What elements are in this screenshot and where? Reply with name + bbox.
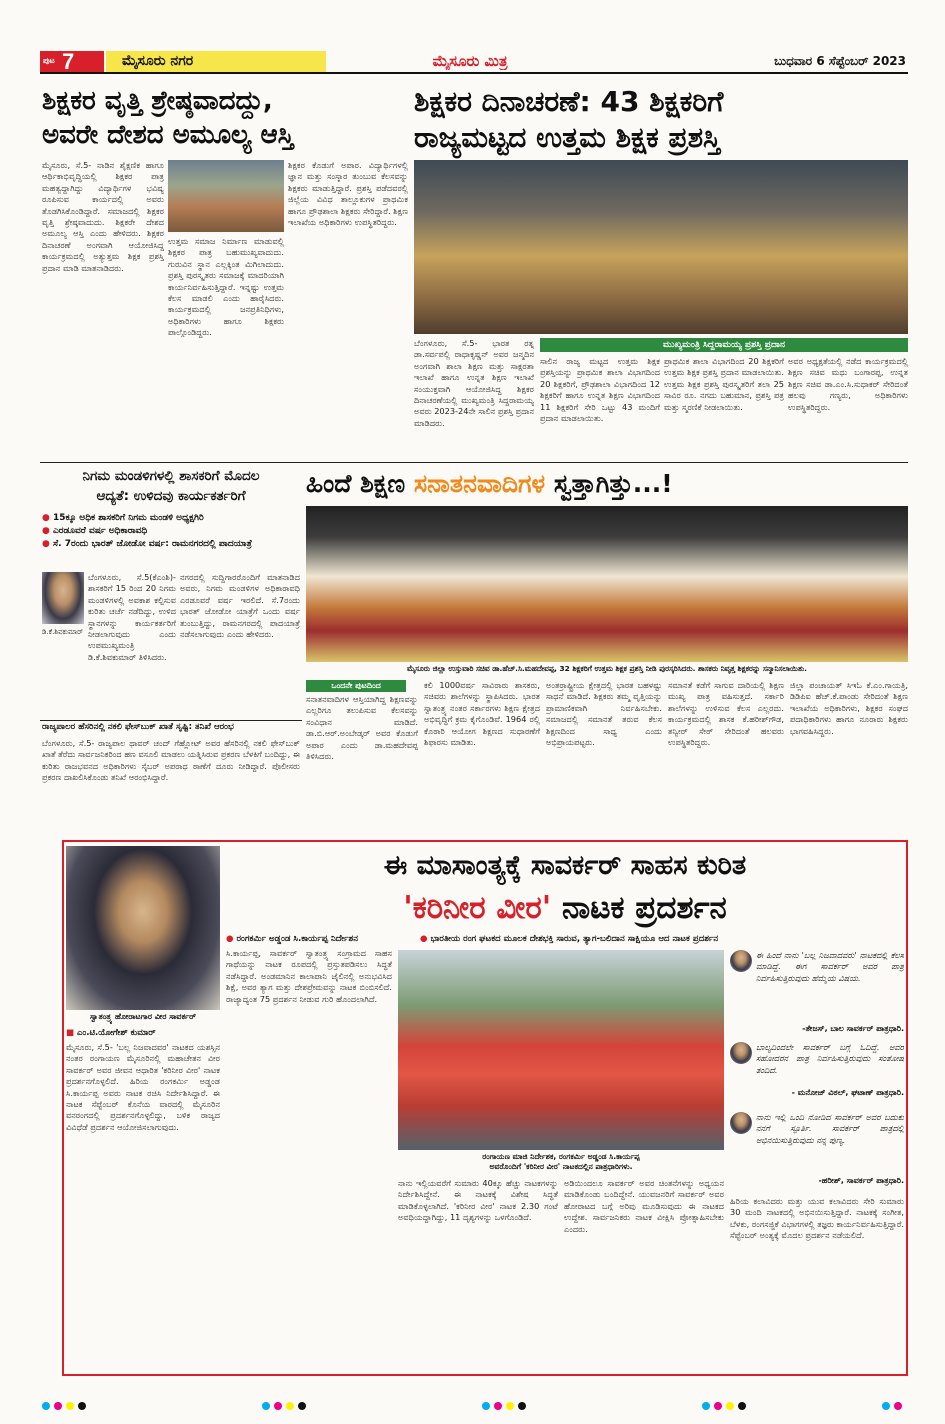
color-bar [40,1399,908,1412]
actor-photo [730,1112,752,1134]
savarkar-col3: ನಾನು ಇಲ್ಲಿಯವರೆಗೆ ಸುಮಾರು 40ಕ್ಕೂ ಹೆಚ್ಚು ನಾಟಕಗಳನ್ನು ನಿರ್ದೇಶಿಸಿದ್ದೇನೆ. ಈ ನಾಟಕಕ್ಕೆ ವಿಶೇಷ ಸಿದ್ಧತೆ ಮಾಡಿಕೊಳ್ಳಲಾಗಿದೆ. 'ಕರಿನೀರ ವೀರ' ನಾಟಕ 2.30 ಗಂಟೆ ಅವಧಿಯದ್ದಾಗಿದ್ದು, 11 ದೃಶ್ಯಗಳನ್ನು ಒಳಗೊಂಡಿದೆ. [398,1178,558,1223]
page-number-box [40,51,104,72]
headline-line-1: ನಿಗಮ ಮಂಡಳಿಗಳಲ್ಲಿ ಶಾಸಕರಿಗೆ ಮೊದಲ [82,468,260,484]
nigama-col1b: ಡಿ.ಕೆ.ಶಿವಕುಮಾರ್ [42,628,84,636]
headline-teachers-profession [42,84,407,156]
cast-photo-caption [398,1152,724,1174]
quote-text: ನಾನು ಇಲ್ಲಿ ಒಂದಿ ನೋಡಿದ ಸಾವರ್ಕರ್ ಅವರ ಬದುಕು ನನಗೆ ಸ್ಫೂರ್ತಿ. ಸಾವರ್ಕರ್ ಪಾತ್ರದಲ್ಲಿ ಅಭಿನಯಿಸುತ್ತಿರುವುದು ನನ್ನ ಪುಣ್ಯ. [756,1112,904,1145]
story-right-col3: ಪ್ರಾಥಮಿಕ ಶಾಲಾ ವಿಭಾಗದಿಂದ 20 ಶಿಕ್ಷಕರಿಗೆ ಉತ್ತಮ ಶಿಕ್ಷಕ ಪ್ರಶಸ್ತಿ ಪ್ರದಾನ ಮಾಡಲಾಯಿತು. ಉತ್ತಮ ಶಿಕ್ಷಕ ಪ್ರಶಸ್ತಿ ಪುರಸ್ಕೃತರಿಗೆ ತಲಾ 25 ಸಾವಿರ ರೂ. ನಗದು ಬಹುಮಾನ, ಪ್ರಶಸ್ತಿ ಪತ್ರ ಮತ್ತು ಸ್ಮರಣಿಕೆ ನೀಡಲಾಯಿತು. [664,356,784,412]
savarkar-bullet-1: ● ರಂಗಕರ್ಮಿ ಅಡ್ಡಂಡ ಸಿ.ಕಾರ್ಯಪ್ಪ ನಿರ್ದೇಶನ [226,934,359,944]
quote-box-2 [730,1042,904,1110]
actor-photo [730,950,752,972]
continued-tag [306,680,406,692]
sanatana-col3: ಅಂತರ್ರಾಷ್ಟ್ರೀಯ ಕ್ಷೇತ್ರದಲ್ಲಿ ಭಾರತ ಬಹಳಷ್ಟು ಸಾಧನೆ ಮಾಡಿದೆ. ಶಿಕ್ಷಕರು ತಮ್ಮ ವೃತ್ತಿಯನ್ನು ಪ್ರಾಮಾಣಿಕವಾಗಿ ನಿರ್ವಹಿಸಬೇಕು. ಸಮಾಜದಲ್ಲಿ ಸಮಾನತೆ ತರುವ ಕೆಲಸ ಶಿಕ್ಷಣದಿಂದ ಸಾಧ್ಯ ಎಂದು ಅಭಿಪ್ರಾಯಪಟ್ಟರು. [546,680,662,748]
caption-line-1: ರಂಗಾಯಣ ಮಾಜಿ ನಿರ್ದೇಶಕ, ರಂಗಕರ್ಮಿ ಅಡ್ಡಂಡ ಸಿ.ಕಾರ್ಯಪ್ಪ [482,1152,640,1161]
bullet-item: ● ಎರಡೂವರೆ ವರ್ಷ ಅಧಿಕಾರಾವಧಿ [42,526,148,536]
headline-nigama-mandali [42,466,300,510]
headline-43-teachers [414,84,908,160]
award-ceremony-photo-mysuru [168,160,284,232]
quote-text: ಈ ಹಿಂದೆ ನಾನು 'ಬಲ್ಲ ನಿಜವಾದವರು' ನಾಟಕದಲ್ಲಿ ಕೆಲಸ ಮಾಡಿದ್ದೆ. ಈಗ ಸಾವರ್ಕರ್ ಅವರ ಪಾತ್ರ ನಿರ್ವಹಿಸುತ್ತಿರುವುದು ಹೆಮ್ಮೆಯ ವಿಷಯ. [756,950,904,983]
section-title: ಮೈಸೂರು ನಗರ [122,53,194,69]
sanatana-award-photo [306,506,908,662]
quote-box-3 [730,1112,904,1192]
quote-attribution: - ಮನೋಜ್ ವಿಠಲ್, ಘಟಾಣ್ ಪಾತ್ರಧಾರಿ. [791,1088,904,1097]
savarkar-portrait [66,846,220,1010]
story-right-col1: ಬೆಂಗಳೂರು, ಸೆ.5- ಭಾರತ ರತ್ನ ಡಾ.ಸರ್ವಪಲ್ಲಿ ರಾಧಾಕೃಷ್ಣನ್ ಅವರ ಜನ್ಮದಿನ ಅಂಗವಾಗಿ ಶಾಲಾ ಶಿಕ್ಷಣ ಮತ್ತು ಸಾಕ್ಷರತಾ ಇಲಾಖೆ ಹಾಗೂ ಉನ್ನತ ಶಿಕ್ಷಣ ಇಲಾಖೆ ಸಂಯುಕ್ತವಾಗಿ ಆಯೋಜಿಸಿದ್ದ ಶಿಕ್ಷಕರ ದಿನಾಚರಣೆಯಲ್ಲಿ ಮುಖ್ಯಮಂತ್ರಿ ಸಿದ್ದರಾಮಯ್ಯ ಅವರು 2023-24ನೇ ಸಾಲಿನ ಪ್ರಶಸ್ತಿ ಪ್ರದಾನ ಮಾಡಿದರು. [414,338,534,428]
byline-text: ಎಂ.ಟಿ.ಯೋಗೇಶ್ ಕುಮಾರ್ [77,1028,156,1038]
headline-sanatana [306,466,908,502]
savarkar-portrait-caption: ಸ್ವಾತಂತ್ರ್ಯ ಹೋರಾಟಗಾರ ವೀರ ಸಾವರ್ಕರ್ [89,1012,197,1021]
headline-line-2: ರಾಜ್ಯಮಟ್ಟದ ಉತ್ತಮ ಶಿಕ್ಷಕ ಪ್ರಶಸ್ತಿ [414,121,721,154]
story-right-col4: ಅವರ ಅಧ್ಯಕ್ಷತೆಯಲ್ಲಿ ನಡೆದ ಕಾರ್ಯಕ್ರಮದಲ್ಲಿ ಶಿಕ್ಷಣ ಸಚಿವ ಮಧು ಬಂಗಾರಪ್ಪ, ಉನ್ನತ ಶಿಕ್ಷಣ ಸಚಿವ ಡಾ.ಎಂ.ಸಿ.ಸುಧಾಕರ್ ಸೇರಿದಂತೆ ಹಲವು ಗಣ್ಯರು, ಅಧಿಕಾರಿಗಳು ಉಪಸ್ಥಿತರಿದ್ದರು. [788,356,908,412]
actor-photo [730,1042,752,1064]
headline-part-1: ಹಿಂದೆ ಶಿಕ್ಷಣ [306,469,406,498]
registration-dots [40,1398,908,1412]
continued-tag-text: ಒಂದನೇ ಪುಟದಿಂದ [331,681,381,690]
headline-line-1: ಈ ಮಾಸಾಂತ್ಯಕ್ಕೆ ಸಾವರ್ಕರ್ ಸಾಹಸ ಕುರಿತ [383,850,747,881]
headline-line-2 [226,886,904,930]
savarkar-bullet-2: ● ಭಾರತೀಯ ರಂಗ ಘಟಕದ ಮೂಲಕ ದೇಶಭಕ್ತಿ ಸಾರುವ, ತ್ಯಾಗ-ಬಲಿದಾನ ಸಾಕ್ಷಿಯೂ ಆದ ನಾಟಕ ಪ್ರದರ್ಶನ [420,934,719,944]
subhead-cm-award [540,338,908,352]
dk-shivakumar-photo [42,572,84,624]
paper-name: ಮೈಸೂರು ಮಿತ್ರ [432,52,508,70]
sanatana-photo-caption: ಮೈಸೂರು ಜಿಲ್ಲಾ ಉಸ್ತುವಾರಿ ಸಚಿವ ಡಾ.ಹೆಚ್.ಸಿ.ಮಹದೇವಪ್ಪ, 32 ಶಿಕ್ಷಕರಿಗೆ ಉತ್ತಮ ಶಿಕ್ಷಕ ಪ್ರಶಸ್ತಿ ನೀಡಿ ಪುರಸ್ಕರಿಸಿದರು. ಶಾಸಕರು ನಿವೃತ್ತ ಶಿಕ್ಷಕರನ್ನು ಸನ್ಮಾನಿಸಲಾಯಿತು. [407,664,807,673]
play-title: 'ಕರಿನೀರ ವೀರ' [403,890,552,926]
quote-attribution: -ಹರೀಶ್, ಸಾವರ್ಕರ್ ಪಾತ್ರಧಾರಿ. [818,1176,904,1185]
sanatana-col2: ಕಲಿ 1000ವರ್ಷ ಸಾವಿರಾರು ಶಾಸಕರು, ಸಚಿವರು ಶಾಲೆಗಳನ್ನು ಸ್ಥಾಪಿಸಿದರು. ಭಾರತ ಸ್ವಾತಂತ್ರ್ಯ ನಂತರ ಸರ್ಕಾರಗಳು ಶಿಕ್ಷಣ ಕ್ಷೇತ್ರದ ಅಭಿವೃದ್ಧಿಗೆ ಕ್ರಮ ಕೈಗೊಂಡಿವೆ. 1964 ರಲ್ಲಿ ಕೊಠಾರಿ ಆಯೋಗ ಶಿಕ್ಷಣದ ಸುಧಾರಣೆಗೆ ಶಿಫಾರಸು ಮಾಡಿತು. [424,680,540,748]
headline-line-2: ಆದ್ಯತೆ: ಉಳಿದವು ಕಾರ್ಯಕರ್ತರಿಗೆ [96,488,246,504]
cm-award-photo [414,160,908,334]
divider [40,462,908,463]
headline-rest: ನಾಟಕ ಪ್ರದರ್ಶನ [562,890,727,926]
savarkar-col5: ಹಿರಿಯ ಕಲಾವಿದರು ಮತ್ತು ಯುವ ಕಲಾವಿದರು ಸೇರಿ ಸುಮಾರು 30 ಮಂದಿ ನಾಟಕದಲ್ಲಿ ಅಭಿನಯಿಸುತ್ತಿದ್ದಾರೆ. ನಾಟಕಕ್ಕೆ ಸಂಗೀತ, ಬೆಳಕು, ರಂಗಸಜ್ಜಿಕೆ ವಿಭಾಗಗಳಲ್ಲಿ ತಜ್ಞರು ಕಾರ್ಯನಿರ್ವಹಿಸುತ್ತಿದ್ದಾರೆ. ಸೆಪ್ಟೆಂಬರ್ ಅಂತ್ಯಕ್ಕೆ ಮೊದಲ ಪ್ರದರ್ಶನ ನಡೆಯಲಿದೆ. [730,1196,904,1241]
page-label: ಪುಟ [43,56,55,65]
issue-date: ಬುಧವಾರ 6 ಸೆಪ್ಟೆಂಬರ್ 2023 [774,54,906,68]
divider [40,720,302,721]
story-left-col3: ಶಿಕ್ಷಕರ ಕೊಡುಗೆ ಅಪಾರ. ವಿದ್ಯಾರ್ಥಿಗಳಲ್ಲಿ ಜ್ಞಾನ ಮತ್ತು ಸಂಸ್ಕಾರ ತುಂಬುವ ಕೆಲಸವನ್ನು ಶಿಕ್ಷಕರು ಮಾಡುತ್ತಿದ್ದಾರೆ. ಪ್ರಶಸ್ತಿ ಪಡೆದವರಲ್ಲಿ ಜಿಲ್ಲೆಯ ವಿವಿಧ ತಾಲ್ಲೂಕುಗಳ ಪ್ರಾಥಮಿಕ ಹಾಗೂ ಪ್ರೌಢಶಾಲಾ ಶಿಕ್ಷಕರು ಸೇರಿದ್ದಾರೆ. ಶಿಕ್ಷಣ ಇಲಾಖೆಯ ಅಧಿಕಾರಿಗಳು ಉಪಸ್ಥಿತರಿದ್ದರು. [288,160,408,228]
masthead [40,50,908,74]
rajyapala-body: ಬೆಂಗಳೂರು, ಸೆ.5- ರಾಜ್ಯಪಾಲ ಥಾವರ್ ಚಂದ್ ಗೆಹ್ಲೋಟ್ ಅವರ ಹೆಸರಿನಲ್ಲಿ ನಕಲಿ ಫೇಸ್‌ಬುಕ್ ಖಾತೆ ತೆರೆದು ಸಾರ್ವಜನಿಕರಿಂದ ಹಣ ವಸೂಲಿ ಮಾಡಲು ಯತ್ನಿಸಿರುವ ಪ್ರಕರಣ ಬೆಳಕಿಗೆ ಬಂದಿದ್ದು, ಈ ಕುರಿತು ರಾಜಭವನದ ಅಧಿಕಾರಿಗಳು ಸೈಬರ್ ಅಪರಾಧ ಠಾಣೆಗೆ ದೂರು ನೀಡಿದ್ದಾರೆ. ಪೊಲೀಸರು ಪ್ರಕರಣ ದಾಖಲಿಸಿಕೊಂಡು ತನಿಖೆ ಆರಂಭಿಸಿದ್ದಾರೆ. [42,738,300,783]
story-left-col1: ಮೈಸೂರು, ಸೆ.5- ನಾಡಿನ ಶೈಕ್ಷಣಿಕ ಹಾಗೂ ಆರ್ಥಿಕಾಭಿವೃದ್ಧಿಯಲ್ಲಿ ಶಿಕ್ಷಕರ ಪಾತ್ರ ಮಹತ್ವದ್ದಾಗಿದ್ದು ವಿದ್ಯಾರ್ಥಿಗಳ ಭವಿಷ್ಯ ರೂಪಿಸುವ ಕಾರ್ಯದಲ್ಲಿ ಅವರು ತೊಡಗಿಸಿಕೊಂಡಿದ್ದಾರೆ. ಸಮಾಜದಲ್ಲಿ ಶಿಕ್ಷಕರ ವೃತ್ತಿ ಶ್ರೇಷ್ಠವಾದುದು. ಶಿಕ್ಷಕರೇ ದೇಶದ ಅಮೂಲ್ಯ ಆಸ್ತಿ ಎಂದು ಹೇಳಿದರು. ಶಿಕ್ಷಕರ ದಿನಾಚರಣೆ ಅಂಗವಾಗಿ ಆಯೋಜಿಸಿದ್ದ ಕಾರ್ಯಕ್ರಮದಲ್ಲಿ ಅತ್ಯುತ್ತಮ ಶಿಕ್ಷಕ ಪ್ರಶಸ್ತಿ ಪ್ರದಾನ ಮಾಡಿ ಮಾತನಾಡಿದರು. [42,160,164,273]
savarkar-col1: ಮೈಸೂರು, ಸೆ.5- 'ಬಲ್ಲ ನಿಜವಾದವರ' ನಾಟಕದ ಯಶಸ್ಸಿನ ನಂತರ ರಂಗಾಯಣ ಮೈಸೂರಿನಲ್ಲಿ ಮಹಾಚೇತನ ವೀರ ಸಾವರ್ಕರ್ ಅವರ ಜೀವನ ಆಧಾರಿತ 'ಕರಿನೀರ ವೀರ' ನಾಟಕ ಪ್ರದರ್ಶನಗೊಳ್ಳಲಿದೆ. ಹಿರಿಯ ರಂಗಕರ್ಮಿ ಅಡ್ಡಂಡ ಸಿ.ಕಾರ್ಯಪ್ಪ ಅವರು ನಾಟಕ ರಚಿಸಿ ನಿರ್ದೇಶಿಸಿದ್ದಾರೆ. ಈ ನಾಟಕ ಸೆಪ್ಟೆಂಬರ್ ಕೊನೆಯ ವಾರದಲ್ಲಿ ಮೈಸೂರಿನ ವನರಂಗದಲ್ಲಿ ಪ್ರದರ್ಶನಗೊಳ್ಳಲಿದ್ದು, ಬಳಿಕ ರಾಜ್ಯದ ವಿವಿಧೆಡೆ ಪ್ರದರ್ಶನ ಆಯೋಜಿಸಲಾಗುವುದು. [66,1042,220,1132]
nigama-col1: ಬೆಂಗಳೂರು, ಸೆ.5(ಕೆಎಂಶಿ)- ಶಾಸಕರಿಗೆ 15 ರಿಂದ 20 ನಿಗಮ ಮಂಡಳಿಗಳಲ್ಲಿ ಅವಕಾಶ ಕಲ್ಪಿಸುವ ಕುರಿತು ಚರ್ಚೆ ನಡೆದಿದ್ದು, ಉಳಿದ ಸ್ಥಾನಗಳನ್ನು ಕಾರ್ಯಕರ್ತರಿಗೆ ನೀಡಲಾಗುವುದು ಎಂದು ಉಪಮುಖ್ಯಮಂತ್ರಿ ಡಿ.ಕೆ.ಶಿವಕುಮಾರ್ ತಿಳಿಸಿದರು. [88,572,176,662]
headline-fake-facebook: ರಾಜ್ಯಪಾಲರ ಹೆಸರಿನಲ್ಲಿ ನಕಲಿ ಫೇಸ್‌ಬುಕ್ ಖಾತೆ ಸೃಷ್ಟಿ: ತನಿಖೆ ಆರಂಭ [42,722,234,732]
story-right-col2: ಸಾಲಿನ ರಾಜ್ಯ ಮಟ್ಟದ ಉತ್ತಮ ಶಿಕ್ಷಕ ಪ್ರಶಸ್ತಿಯನ್ನು ಪ್ರಾಥಮಿಕ ಶಾಲಾ ವಿಭಾಗದಿಂದ 20 ಶಿಕ್ಷಕರಿಗೆ, ಪ್ರೌಢಶಾಲಾ ವಿಭಾಗದಿಂದ 12 ಶಿಕ್ಷಕರಿಗೆ ಹಾಗೂ ಉನ್ನತ ಶಿಕ್ಷಣ ವಿಭಾಗದಿಂದ 11 ಶಿಕ್ಷಕರಿಗೆ ಸೇರಿ ಒಟ್ಟು 43 ಮಂದಿಗೆ ಪ್ರದಾನ ಮಾಡಲಾಯಿತು. [540,356,660,424]
byline: ■ ಎಂ.ಟಿ.ಯೋಗೇಶ್ ಕುಮಾರ್ [66,1028,156,1038]
quote-box-1 [730,950,904,1038]
headline-line-2: ಅವರೇ ದೇಶದ ಅಮೂಲ್ಯ ಆಸ್ತಿ [42,120,294,150]
savarkar-col2: ಸಿ.ಕಾರ್ಯಪ್ಪ, ಸಾವರ್ಕರ್ ಸ್ವಾತಂತ್ರ್ಯ ಸಂಗ್ರಾಮದ ಸಾಹಸ ಗಾಥೆಯನ್ನು ನಾಟಕ ರೂಪದಲ್ಲಿ ಪ್ರಸ್ತುತಪಡಿಸಲು ಸಿದ್ಧತೆ ನಡೆಸಿದ್ದಾರೆ. ಅಂಡಮಾನಿನ ಕಾಲಾಪಾನಿ ಜೈಲಿನಲ್ಲಿ ಅನುಭವಿಸಿದ ಶಿಕ್ಷೆ, ಅವರ ತ್ಯಾಗ ಮತ್ತು ದೇಶಪ್ರೇಮವನ್ನು ನಾಟಕ ಬಿಂಬಿಸಲಿದೆ. ರಾಜ್ಯಾದ್ಯಂತ 75 ಪ್ರದರ್ಶನ ನೀಡುವ ಗುರಿ ಹೊಂದಲಾಗಿದೆ. [226,948,392,1004]
savarkar-col4: ಅಡಿಯಿಂದಲೂ ಸಾವರ್ಕರ್ ಅವರ ಚಿಂತನೆಗಳನ್ನು ಅಧ್ಯಯನ ಮಾಡಿಕೊಂಡು ಬಂದಿದ್ದೇನೆ. ಯುವಜನರಿಗೆ ಸಾವರ್ಕರ್ ಅವರ ಹೋರಾಟದ ಬಗ್ಗೆ ಅರಿವು ಮೂಡಿಸುವುದು ಈ ನಾಟಕದ ಉದ್ದೇಶ. ಸಾರ್ವಜನಿಕರು ನಾಟಕ ವೀಕ್ಷಿಸಿ ಪ್ರೋತ್ಸಾಹಿಸಬೇಕು ಎಂದರು. [564,1178,724,1234]
bullet-item: ● ಸೆ. 7ರಂದು ಭಾರತ್ ಜೋಡೋ ವರ್ಷ: ರಾಮನಗರದಲ್ಲಿ ಪಾದಯಾತ್ರೆ [42,539,252,549]
sanatana-col5: ಜಿಲ್ಲಾ ಪಂಚಾಯತ್ ಸಿಇಓ ಕೆ.ಎಂ.ಗಾಯತ್ರಿ, ಡಿಡಿಪಿಐ ಹೆಚ್.ಕೆ.ಪಾಂಡು ಸೇರಿದಂತೆ ಶಿಕ್ಷಣ ಇಲಾಖೆಯ ಅಧಿಕಾರಿಗಳು, ಶಿಕ್ಷಕರ ಸಂಘದ ಪದಾಧಿಕಾರಿಗಳು ಹಾಗೂ ನೂರಾರು ಶಿಕ್ಷಕರು ಭಾಗವಹಿಸಿದ್ದರು. [790,680,908,736]
headline-line-1: ಶಿಕ್ಷಕರ ದಿನಾಚರಣೆ: 43 ಶಿಕ್ಷಕರಿಗೆ [414,85,724,118]
nigama-bullets [42,512,300,568]
page-number: 7 [62,51,75,72]
headline-part-2: ಸನಾತನವಾದಿಗಳ [413,469,546,498]
headline-savarkar [226,846,904,930]
headline-part-3: ಸ್ವತ್ತಾಗಿತ್ತು...! [553,469,673,498]
story-left-col2: ಉತ್ತಮ ಸಮಾಜ ನಿರ್ಮಾಣ ಮಾಡುವಲ್ಲಿ ಶಿಕ್ಷಕರ ಪಾತ್ರ ಬಹುಮುಖ್ಯವಾದುದು. ಗುರುವಿನ ಸ್ಥಾನ ಎಲ್ಲಕ್ಕಿಂತ ಮಿಗಿಲಾದುದು. ಪ್ರಶಸ್ತಿ ಪುರಸ್ಕೃತರು ಸಮಾಜಕ್ಕೆ ಮಾದರಿಯಾಗಿ ಕಾರ್ಯನಿರ್ವಹಿಸುತ್ತಿದ್ದಾರೆ. ಇನ್ನಷ್ಟು ಉತ್ತಮ ಕೆಲಸ ಮಾಡಲಿ ಎಂದು ಹಾರೈಸಿದರು. ಕಾರ್ಯಕ್ರಮದಲ್ಲಿ ಜನಪ್ರತಿನಿಧಿಗಳು, ಅಧಿಕಾರಿಗಳು ಹಾಗೂ ಶಿಕ್ಷಕರು ಪಾಲ್ಗೊಂಡಿದ್ದರು. [168,236,284,338]
headline-line-1: ಶಿಕ್ಷಕರ ವೃತ್ತಿ ಶ್ರೇಷ್ಠವಾದದ್ದು, [42,86,273,116]
caption-line-2: ಅವರೊಂದಿಗೆ 'ಕರಿನೀರ ವೀರ' ನಾಟಕದಲ್ಲಿನ ಪಾತ್ರಧಾರಿಗಳು. [489,1162,633,1171]
bullet-item: ● 15ಕ್ಕೂ ಅಧಿಕ ಶಾಸಕರಿಗೆ ನಿಗಮ ಮಂಡಳಿ ಅಧ್ಯಕ್ಷಗಿರಿ [42,513,204,523]
kariner-veera-cast-photo [398,950,724,1150]
quote-attribution: -ತೇಜಸ್, ಬಾಲ ಸಾವರ್ಕರ್ ಪಾತ್ರಧಾರಿ. [802,1024,904,1033]
sanatana-col1: ಸನಾತನವಾದಿಗಳ ಆಸ್ತಿಯಾಗಿದ್ದ ಶಿಕ್ಷಣವನ್ನು ಎಲ್ಲರಿಗೂ ತಲುಪಿಸುವ ಕೆಲಸವನ್ನು ಸಂವಿಧಾನ ಮಾಡಿದೆ. ಡಾ.ಬಿ.ಆರ್.ಅಂಬೇಡ್ಕರ್ ಅವರ ಕೊಡುಗೆ ಅಪಾರ ಎಂದು ಡಾ.ಮಹದೇವಪ್ಪ ತಿಳಿಸಿದರು. [306,694,418,762]
nigama-col2: ನಗರದಲ್ಲಿ ಸುದ್ದಿಗಾರರೊಂದಿಗೆ ಮಾತನಾಡಿದ ಅವರು, ನಿಗಮ ಮಂಡಳಿಗಳ ಅಧಿಕಾರಾವಧಿ ಎರಡೂವರೆ ವರ್ಷ ಇರಲಿದೆ. ಸೆ.7ರಂದು ಭಾರತ್ ಜೋಡೋ ಯಾತ್ರೆಗೆ ಒಂದು ವರ್ಷ ತುಂಬುತ್ತಿದ್ದು, ರಾಮನಗರದಲ್ಲಿ ಪಾದಯಾತ್ರೆ ನಡೆಸಲಾಗುವುದು ಎಂದು ಹೇಳಿದರು. [180,572,300,640]
quote-text: ಬಾಲ್ಯದಿಂದಲೇ ಸಾವರ್ಕರ್ ಬಗ್ಗೆ ಓದಿದ್ದೆ. ಅವರ ಸಹೋದರನ ಪಾತ್ರ ನಿರ್ವಹಿಸುತ್ತಿರುವುದು ಸಂತೋಷ ತಂದಿದೆ. [756,1042,904,1075]
section-label [106,51,326,72]
sanatana-col4: ಸಮಾನತೆ ಕಡೆಗೆ ಸಾಗುವ ದಾರಿಯಲ್ಲಿ ಶಿಕ್ಷಣ ಮುಖ್ಯ ಪಾತ್ರ ವಹಿಸುತ್ತದೆ. ಸರ್ಕಾರಿ ಶಾಲೆಗಳನ್ನು ಉಳಿಸುವ ಕೆಲಸ ಎಲ್ಲರದು. ಕಾರ್ಯಕ್ರಮದಲ್ಲಿ ಶಾಸಕ ಕೆ.ಹರೀಶ್‌ಗೌಡ, ತನ್ವೀರ್ ಸೇಠ್ ಸೇರಿದಂತೆ ಹಲವರು ಉಪಸ್ಥಿತರಿದ್ದರು. [668,680,784,748]
subhead-text: ಮುಖ್ಯಮಂತ್ರಿ ಸಿದ್ದರಾಮಯ್ಯ ಪ್ರಶಸ್ತಿ ಪ್ರದಾನ [663,340,785,350]
